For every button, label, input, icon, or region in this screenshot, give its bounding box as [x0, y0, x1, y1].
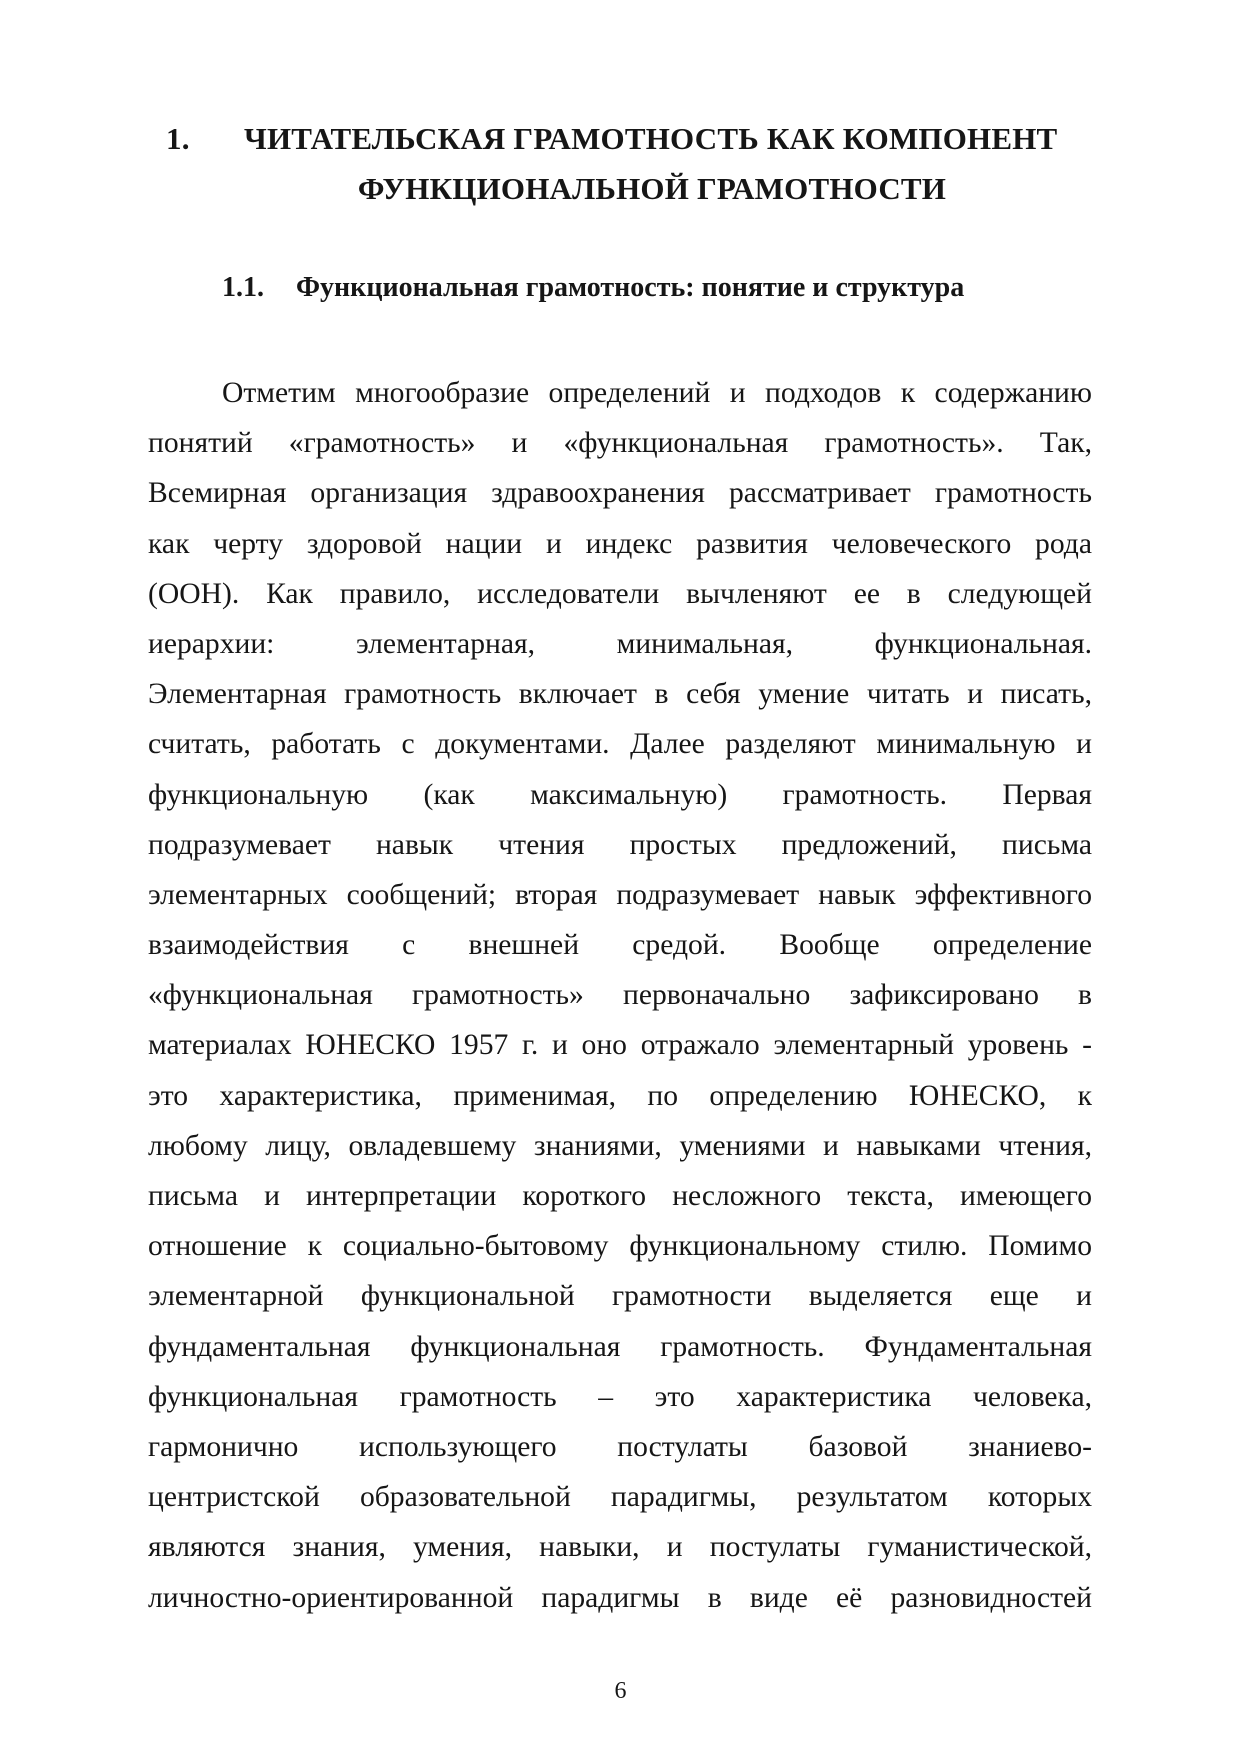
paragraph-line: иерархии: элементарная, минимальная, функциональная.	[148, 627, 1092, 660]
page-number: 6	[614, 1678, 627, 1704]
paragraph-line: Всемирная организация здравоохранения рассматривает грамотность	[148, 477, 1092, 510]
paragraph-line: центристской образовательной парадигмы, результатом которых	[148, 1481, 1092, 1514]
section-number: 1.1.	[222, 272, 264, 303]
paragraph-line: функциональная грамотность – это характеристика человека,	[148, 1380, 1092, 1413]
paragraph-line: подразумевает навык чтения простых предложений, письма	[148, 828, 1092, 861]
chapter-title-line2: ФУНКЦИОНАЛЬНОЙ ГРАМОТНОСТИ	[357, 171, 947, 206]
paragraph-line: гармонично использующего постулаты базовой знаниево-	[148, 1430, 1092, 1463]
paragraph-line: отношение к социально-бытовому функциональному стилю. Помимо	[148, 1230, 1092, 1263]
paragraph-line: любому лицу, овладевшему знаниями, умениями и навыками чтения,	[148, 1129, 1092, 1162]
section-heading	[222, 268, 1122, 308]
paragraph-line: письма и интерпретации короткого несложного текста, имеющего	[148, 1180, 1092, 1212]
chapter-heading	[166, 114, 1076, 214]
chapter-number: 1.	[166, 121, 190, 156]
paragraph-line: функциональную (как максимальную) грамотность. Первая	[148, 778, 1092, 811]
paragraph-line: (ООН). Как правило, исследователи вычленяют ее в следующей	[148, 577, 1092, 610]
paragraph-line: Отметим многообразие определений и подходов к содержанию	[222, 377, 1092, 409]
chapter-heading-line1	[166, 114, 1076, 164]
paragraph-line: материалах ЮНЕСКО 1957 г. и оно отражало элементарный уровень -	[148, 1029, 1092, 1062]
paragraph-line: элементарных сообщений; вторая подразумевает навык эффективного	[148, 878, 1092, 911]
paragraph-line: фундаментальная функциональная грамотность. Фундаментальная	[148, 1330, 1092, 1363]
paragraph-line: Элементарная грамотность включает в себя умение читать и писать,	[148, 678, 1092, 711]
paragraph-line: как черту здоровой нации и индекс развития человеческого рода	[148, 527, 1092, 560]
paragraph-line: являются знания, умения, навыки, и постулаты гуманистической,	[148, 1531, 1092, 1564]
paragraph-line: элементарной функциональной грамотности выделяется еще и	[148, 1280, 1092, 1313]
body-paragraph	[148, 368, 1092, 1623]
paragraph-line: взаимодействия с внешней средой. Вообще определение	[148, 929, 1092, 962]
paragraph-line: личностно-ориентированной парадигмы в виде её разновидностей	[148, 1581, 1092, 1614]
paragraph-line: понятий «грамотность» и «функциональная грамотность». Так,	[148, 427, 1092, 460]
chapter-title-line1: ЧИТАТЕЛЬСКАЯ ГРАМОТНОСТЬ КАК КОМПОНЕНТ	[244, 121, 1058, 156]
paragraph-line: это характеристика, применимая, по определению ЮНЕСКО, к	[148, 1079, 1092, 1112]
section-title: Функциональная грамотность: понятие и структура	[296, 272, 965, 303]
paragraph-line: «функциональная грамотность» первоначально зафиксировано в	[148, 979, 1092, 1012]
paragraph-line: считать, работать с документами. Далее разделяют минимальную и	[148, 728, 1092, 761]
